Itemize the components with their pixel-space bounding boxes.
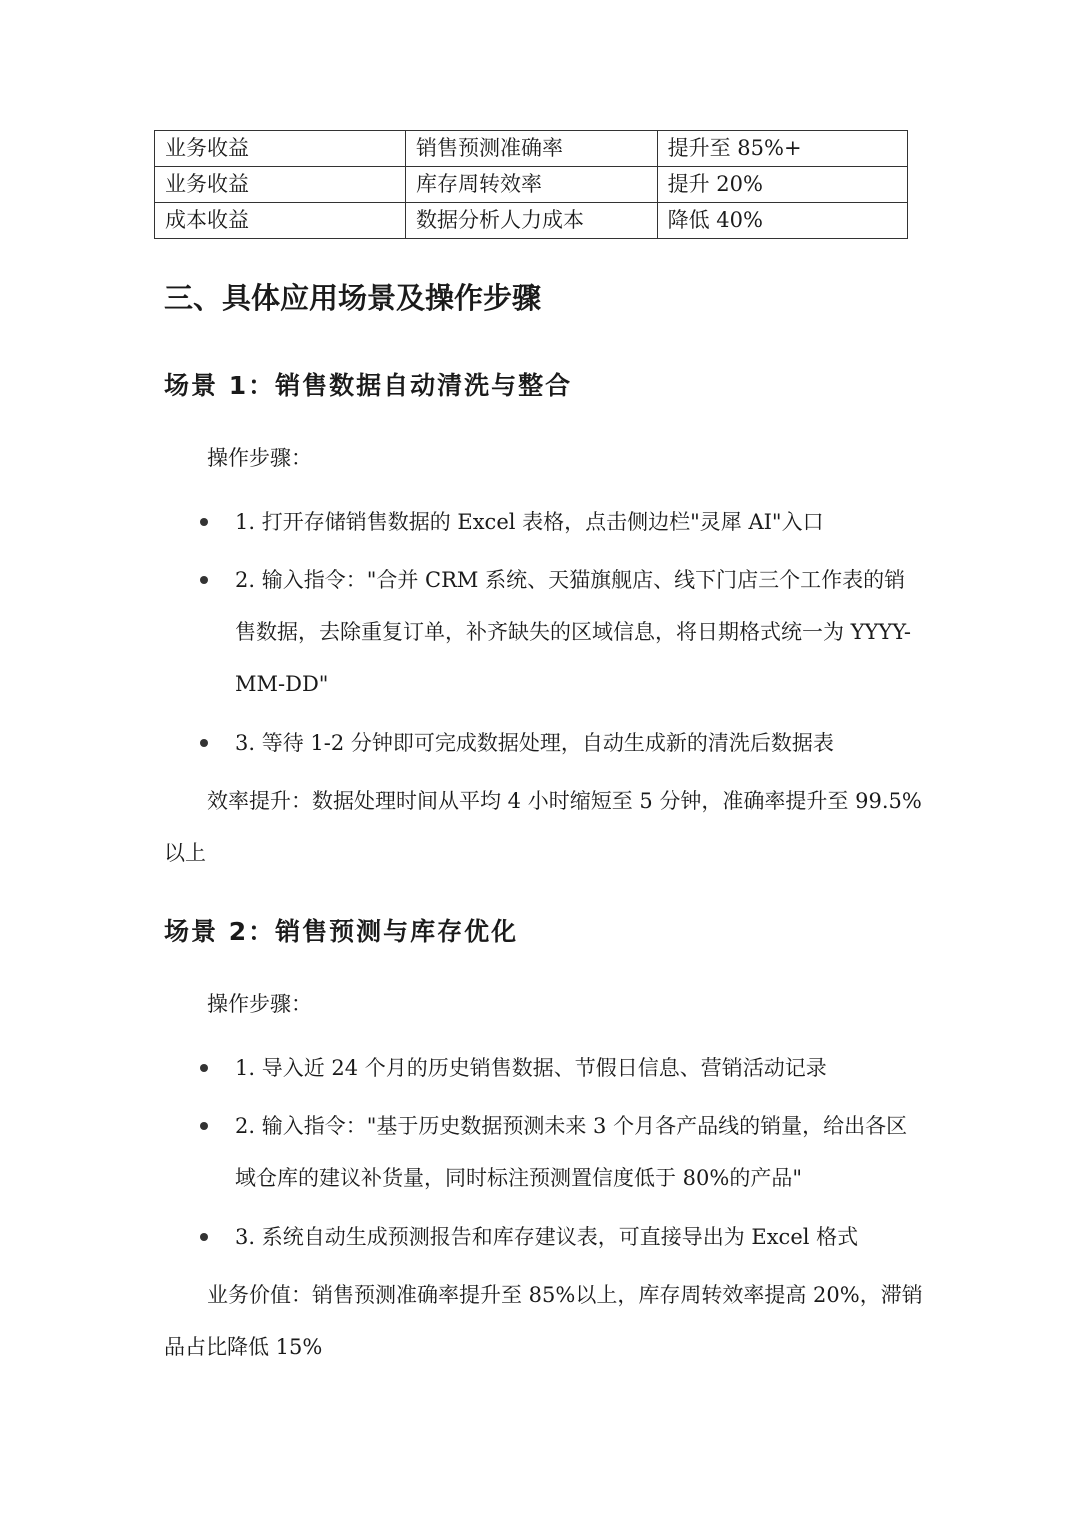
section-heading: 三、具体应用场景及操作步骤 <box>164 281 542 315</box>
bullet-icon <box>200 1233 208 1241</box>
table-row <box>155 131 908 167</box>
table-cell-metric: 数据分析人力成本 <box>406 203 658 239</box>
bullet-icon <box>200 1064 208 1072</box>
scenario-1-heading: 场景 1：销售数据自动清洗与整合 <box>164 371 573 400</box>
scenario-2-step-3: 3. 系统自动生成预测报告和库存建议表，可直接导出为 Excel 格式 <box>235 1225 859 1249</box>
scenario-2-heading: 场景 2：销售预测与库存优化 <box>164 917 519 946</box>
table-row <box>155 167 908 203</box>
bullet-icon <box>200 739 208 747</box>
table-cell-result: 提升至 85%+ <box>657 131 907 167</box>
scenario-2-steps-label: 操作步骤： <box>207 992 312 1016</box>
scenario-1-summary: 效率提升：数据处理时间从平均 4 小时缩短至 5 分钟，准确率提升至 99.5%以上 <box>164 789 922 865</box>
scenario-2-summary: 业务价值：销售预测准确率提升至 85%以上，库存周转效率提高 20%，滞销品占比降低 15% <box>164 1283 923 1359</box>
scenario-1-step-1: 1. 打开存储销售数据的 Excel 表格，点击侧边栏"灵犀 AI"入口 <box>235 510 824 534</box>
table-cell-metric: 销售预测准确率 <box>406 131 658 167</box>
scenario-1-steps-label: 操作步骤： <box>207 446 312 470</box>
table-cell-result: 提升 20% <box>657 167 907 203</box>
scenario-1-step-3: 3. 等待 1-2 分钟即可完成数据处理，自动生成新的清洗后数据表 <box>235 731 834 755</box>
scenario-2-step-1: 1. 导入近 24 个月的历史销售数据、节假日信息、营销活动记录 <box>235 1056 827 1080</box>
table-cell-metric: 库存周转效率 <box>406 167 658 203</box>
table-cell-result: 降低 40% <box>657 203 907 239</box>
benefits-table <box>154 130 908 239</box>
scenario-1-step-2: 2. 输入指令："合并 CRM 系统、天猫旗舰店、线下门店三个工作表的销售数据，去除重复订单，补齐缺失的区域信息，将日期格式统一为 YYYY-MM-DD" <box>235 568 911 696</box>
bullet-icon <box>200 576 208 584</box>
table-row <box>155 203 908 239</box>
bullet-icon <box>200 518 208 526</box>
table-cell-category: 业务收益 <box>155 131 406 167</box>
table-cell-category: 业务收益 <box>155 167 406 203</box>
table-cell-category: 成本收益 <box>155 203 406 239</box>
scenario-2-step-2: 2. 输入指令："基于历史数据预测未来 3 个月各产品线的销量，给出各区域仓库的建议补货量，同时标注预测置信度低于 80%的产品" <box>235 1114 908 1190</box>
bullet-icon <box>200 1122 208 1130</box>
